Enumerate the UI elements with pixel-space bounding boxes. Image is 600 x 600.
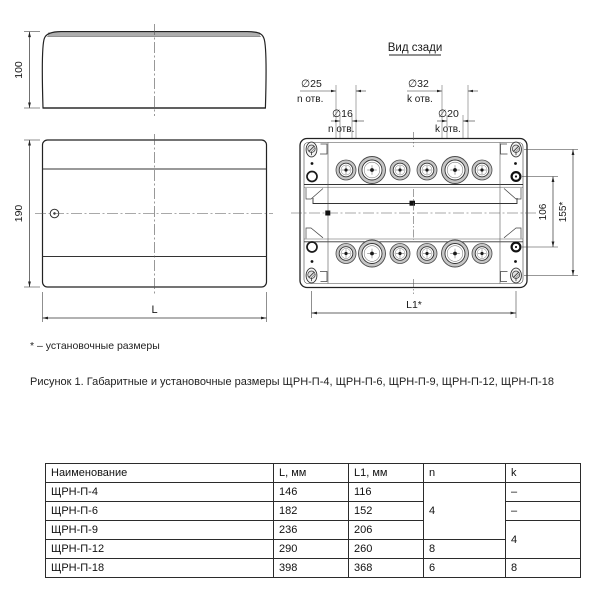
cell-k: 4 xyxy=(506,521,581,559)
cell-l: 146 xyxy=(274,483,349,502)
cell-l1: 206 xyxy=(349,521,424,540)
cell-name: ЩРН-П-4 xyxy=(46,483,274,502)
footnote: * – установочные размеры xyxy=(30,340,160,352)
d16-count-label: n отв. xyxy=(328,124,355,135)
dim-106-label: 106 xyxy=(538,203,549,221)
d32-label: ∅32 xyxy=(408,78,429,90)
cell-l1: 152 xyxy=(349,502,424,521)
cell-k: – xyxy=(506,502,581,521)
rear-view xyxy=(291,42,578,318)
cell-name: ЩРН-П-12 xyxy=(46,540,274,559)
cell-k: – xyxy=(506,483,581,502)
cell-l1: 116 xyxy=(349,483,424,502)
rear-view-title: Вид сзади xyxy=(387,42,443,54)
cell-l1: 260 xyxy=(349,540,424,559)
cell-k: 8 xyxy=(506,559,581,578)
side-height-label: 100 xyxy=(13,61,25,79)
rear-width-label: L1* xyxy=(406,299,422,311)
cell-n: 8 xyxy=(424,540,506,559)
cell-n: 4 xyxy=(424,483,506,540)
figure-caption: Рисунок 1. Габаритные и установочные размеры ЩРН-П-4, ЩРН-П-6, ЩРН-П-9, ЩРН-П-12, ЩРН-П-18 xyxy=(30,376,554,388)
col-header-l: L, мм xyxy=(274,464,349,483)
table-row xyxy=(46,540,581,559)
front-width-label: L xyxy=(151,304,158,316)
d20-count-label: k отв. xyxy=(435,124,461,135)
rear-body xyxy=(291,132,537,294)
d25-label: ∅25 xyxy=(301,78,322,90)
cell-l: 236 xyxy=(274,521,349,540)
col-header-l1: L1, мм xyxy=(349,464,424,483)
dim-155-label: 155* xyxy=(558,201,569,223)
table-row xyxy=(46,559,581,578)
cell-n: 6 xyxy=(424,559,506,578)
col-header-n: n xyxy=(424,464,506,483)
front-view xyxy=(13,134,273,322)
cell-name: ЩРН-П-9 xyxy=(46,521,274,540)
cell-l: 398 xyxy=(274,559,349,578)
cell-name: ЩРН-П-18 xyxy=(46,559,274,578)
col-header-name: Наименование xyxy=(46,464,274,483)
cell-l: 182 xyxy=(274,502,349,521)
side-view xyxy=(13,24,266,116)
front-height-label: 190 xyxy=(13,204,25,223)
spec-table xyxy=(45,463,581,578)
dim-155 xyxy=(524,150,578,276)
col-header-k: k xyxy=(506,464,581,483)
table-header-row xyxy=(46,464,581,483)
dim-L1 xyxy=(312,291,517,318)
dim-100 xyxy=(13,32,40,108)
cell-name: ЩРН-П-6 xyxy=(46,502,274,521)
dim-L xyxy=(43,292,267,322)
d20-label: ∅20 xyxy=(438,108,459,120)
d16-label: ∅16 xyxy=(332,108,353,120)
cell-l: 290 xyxy=(274,540,349,559)
cell-l1: 368 xyxy=(349,559,424,578)
d32-count-label: k отв. xyxy=(407,94,433,105)
d25-count-label: n отв. xyxy=(297,94,324,105)
table-row xyxy=(46,483,581,502)
